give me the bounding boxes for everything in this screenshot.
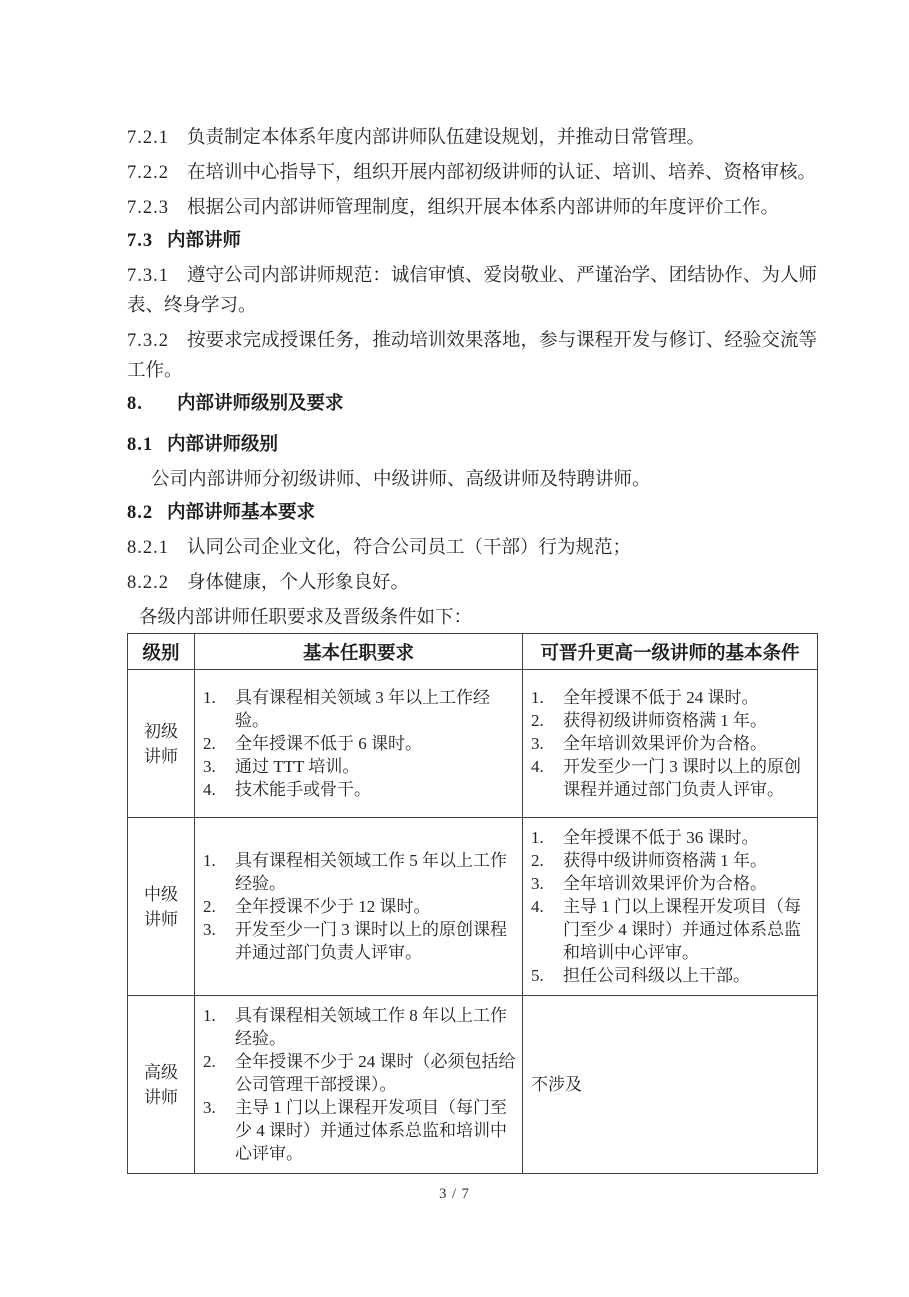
item-number: 5. <box>531 966 544 985</box>
header-cell-promotion: 可晋升更高一级讲师的基本条件 <box>523 634 818 670</box>
item-text: 具有课程相关领域 3 年以上工作经验。 <box>235 688 490 730</box>
item-text: 全年授课不少于 12 课时。 <box>235 897 431 916</box>
promotion-cell <box>523 670 818 818</box>
item-number: 3. <box>531 874 544 893</box>
heading-number: 8.2 <box>127 503 154 523</box>
list-item <box>195 1050 518 1096</box>
item-number: 3. <box>531 734 544 753</box>
table-row-intermediate-lecturer <box>128 818 818 996</box>
level-cell <box>128 996 195 1174</box>
paragraph-7-2-1 <box>127 123 817 153</box>
table-row-junior-lecturer <box>128 670 818 818</box>
item-number: 1. <box>531 688 544 707</box>
item-text: 全年授课不低于 36 课时。 <box>563 828 759 847</box>
clause-text: 各级内部讲师任职要求及晋级条件如下： <box>139 608 473 628</box>
item-number: 3. <box>203 757 216 776</box>
table-row-senior-lecturer <box>128 996 818 1174</box>
item-text: 技术能手或骨干。 <box>235 780 371 799</box>
heading-text: 内部讲师级别及要求 <box>177 394 344 414</box>
heading-8 <box>127 389 817 419</box>
list-item <box>523 755 813 801</box>
item-number: 2. <box>203 897 216 916</box>
paragraph-8-2-1 <box>127 533 817 563</box>
clause-number: 7.2.3 <box>127 198 169 218</box>
list-item <box>523 686 813 709</box>
item-number: 2. <box>531 851 544 870</box>
header-cell-requirements: 基本任职要求 <box>195 634 523 670</box>
table-header-row <box>128 634 818 670</box>
list-item <box>523 895 813 964</box>
heading-8-1 <box>127 430 817 460</box>
document-body <box>127 123 817 1174</box>
clause-text: 身体健康，个人形象良好。 <box>187 573 410 593</box>
clause-text: 遵守公司内部讲师规范：诚信审慎、爱岗敬业、严谨治学、团结协作、为人师表、终身学习。 <box>127 266 817 316</box>
list-item <box>195 686 518 732</box>
paragraph-company-levels <box>127 465 817 495</box>
item-number: 3. <box>203 1098 216 1117</box>
requirements-cell <box>195 818 523 996</box>
heading-text: 内部讲师级别 <box>167 435 279 455</box>
clause-number: 7.3.2 <box>127 331 169 351</box>
level-cell <box>128 670 195 818</box>
item-number: 1. <box>531 828 544 847</box>
instructor-level-table <box>127 633 818 1174</box>
paragraph-table-intro <box>127 603 817 633</box>
list-item <box>523 732 813 755</box>
item-text: 具有课程相关领域工作 5 年以上工作经验。 <box>235 851 507 893</box>
header-cell-level: 级别 <box>128 634 195 670</box>
paragraph-7-2-3 <box>127 193 817 223</box>
page-number: 3 / 7 <box>439 1186 470 1202</box>
paragraph-7-3-1 <box>127 261 817 321</box>
list-item <box>523 709 813 732</box>
level-label: 中级讲师 <box>144 884 178 929</box>
heading-number: 8. <box>127 394 143 414</box>
clause-text: 根据公司内部讲师管理制度，组织开展本体系内部讲师的年度评价工作。 <box>187 198 780 218</box>
list-item <box>523 826 813 849</box>
clause-number: 7.3.1 <box>127 266 169 286</box>
list-item <box>195 755 518 778</box>
clause-text: 在培训中心指导下，组织开展内部初级讲师的认证、培训、培养、资格审核。 <box>187 163 817 183</box>
level-label: 高级讲师 <box>144 1062 178 1107</box>
clause-text: 按要求完成授课任务，推动培训效果落地，参与课程开发与修订、经验交流等工作。 <box>127 331 817 381</box>
list-item <box>523 872 813 895</box>
heading-number: 7.3 <box>127 231 154 251</box>
item-number: 1. <box>203 851 216 870</box>
heading-text: 内部讲师基本要求 <box>167 503 316 523</box>
requirements-cell <box>195 996 523 1174</box>
list-item <box>523 849 813 872</box>
item-number: 1. <box>203 1006 216 1025</box>
item-number: 3. <box>203 920 216 939</box>
item-number: 2. <box>203 734 216 753</box>
item-text: 主导 1 门以上课程开发项目（每门至少 4 课时）并通过体系总监和培训中心评审。 <box>235 1098 507 1163</box>
item-number: 4. <box>531 897 544 916</box>
item-text: 开发至少一门 3 课时以上的原创课程并通过部门负责人评审。 <box>235 920 507 962</box>
heading-number: 8.1 <box>127 435 154 455</box>
clause-text: 认同公司企业文化，符合公司员工（干部）行为规范； <box>187 538 632 558</box>
list-item <box>195 895 518 918</box>
item-number: 2. <box>203 1052 216 1071</box>
item-text: 全年授课不低于 6 课时。 <box>235 734 422 753</box>
item-number: 4. <box>203 780 216 799</box>
item-text: 具有课程相关领域工作 8 年以上工作经验。 <box>235 1006 507 1048</box>
item-text: 获得中级讲师资格满 1 年。 <box>563 851 767 870</box>
promotion-cell <box>523 818 818 996</box>
item-text: 获得初级讲师资格满 1 年。 <box>563 711 767 730</box>
heading-8-2 <box>127 498 817 528</box>
paragraph-7-2-2 <box>127 158 817 188</box>
clause-text: 公司内部讲师分初级讲师、中级讲师、高级讲师及特聘讲师。 <box>151 470 651 490</box>
item-number: 1. <box>203 688 216 707</box>
item-text: 全年授课不低于 24 课时。 <box>563 688 759 707</box>
item-number: 4. <box>531 757 544 776</box>
list-item <box>523 964 813 987</box>
page-footer <box>0 1186 909 1203</box>
list-item <box>195 1096 518 1165</box>
requirements-cell <box>195 670 523 818</box>
item-text: 担任公司科级以上干部。 <box>563 966 750 985</box>
list-item <box>195 732 518 755</box>
list-item <box>195 918 518 964</box>
heading-text: 内部讲师 <box>167 231 242 251</box>
paragraph-8-2-2 <box>127 568 817 598</box>
list-item <box>195 1004 518 1050</box>
clause-number: 7.2.2 <box>127 163 169 183</box>
list-item <box>195 849 518 895</box>
item-text: 全年培训效果评价为合格。 <box>563 734 767 753</box>
item-text: 主导 1 门以上课程开发项目（每门至少 4 课时）并通过体系总监和培训中心评审。 <box>563 897 801 962</box>
item-number: 2. <box>531 711 544 730</box>
item-text: 全年授课不少于 24 课时（必须包括给公司管理干部授课）。 <box>235 1052 516 1094</box>
clause-number: 8.2.2 <box>127 573 169 593</box>
not-applicable-text: 不涉及 <box>531 1075 582 1094</box>
promotion-cell-not-applicable <box>523 996 818 1174</box>
paragraph-7-3-2 <box>127 326 817 386</box>
clause-number: 8.2.1 <box>127 538 169 558</box>
heading-7-3 <box>127 226 817 256</box>
clause-text: 负责制定本体系年度内部讲师队伍建设规划，并推动日常管理。 <box>187 128 706 148</box>
clause-number: 7.2.1 <box>127 128 169 148</box>
item-text: 全年培训效果评价为合格。 <box>563 874 767 893</box>
list-item <box>195 778 518 801</box>
item-text: 开发至少一门 3 课时以上的原创课程并通过部门负责人评审。 <box>563 757 801 799</box>
level-label: 初级讲师 <box>144 721 178 766</box>
item-text: 通过 TTT 培训。 <box>235 757 360 776</box>
level-cell <box>128 818 195 996</box>
